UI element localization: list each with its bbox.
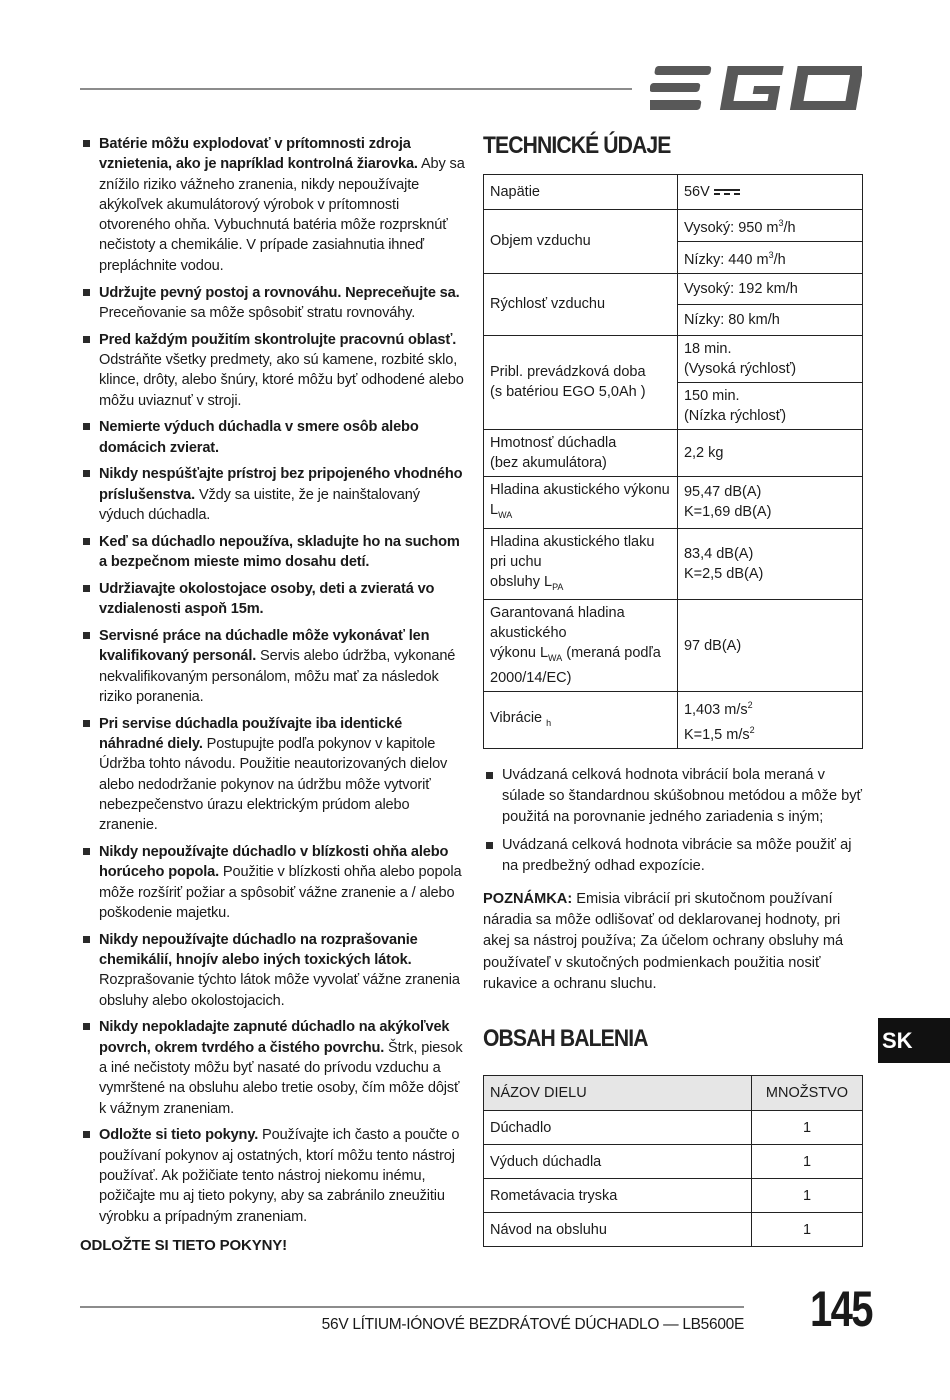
col-part-header: NÁZOV DIELU — [484, 1076, 752, 1111]
list-item — [80, 1125, 465, 1226]
glwa-label: Garantovaná hladina akustického výkonu $L_{WA}$ (meraná podľa 2000/14/EC) — [484, 600, 678, 692]
bullet-square-icon — [486, 772, 493, 779]
note-paragraph — [483, 889, 863, 995]
row-lwa — [484, 476, 863, 528]
bullet-bold-text: Nemierte výduch dúchadla v smere osôb alebo domácich zvierat. — [99, 419, 419, 456]
note-text: Emisia vibrácií pri skutočnom používaní náradia sa môže odlišovať od deklarovanej hodnoty, pri akej sa nástroj používa; Za účelom ochrany obsluhy má používateľ v skutočných podmienkach použitia nosiť rukavice a ochranu sluchu. — [483, 890, 844, 992]
page-number: 145 — [810, 1281, 872, 1337]
bullet-text: Servis alebo údržba, vykonané nekvalifikovaným personálom, môžu mať za následok riziko poranenia. — [99, 648, 456, 705]
row-lpa — [484, 528, 863, 600]
table-row — [484, 1179, 863, 1213]
list-item — [80, 134, 465, 276]
bullet-bold-text: Nikdy nepoužívajte dúchadlo v blízkosti ohňa alebo horúceho popola. — [99, 844, 449, 881]
list-item — [80, 330, 465, 411]
list-item — [80, 417, 465, 458]
list-item — [80, 283, 465, 324]
bullet-text: Štrk, piesok a iné nečistoty môžu byť nasaté do prívodu vzduchu a vymrštené na obsluhu alebo tretie osoby, čím môže dôjsť k vážnym zraneniam. — [99, 1039, 463, 1117]
bullet-square-icon — [83, 1131, 90, 1138]
row-air-speed — [484, 273, 863, 304]
list-item — [80, 532, 465, 573]
list-item — [80, 930, 465, 1011]
air-volume-label: Objem vzduchu — [484, 210, 678, 274]
ego-logo — [650, 64, 862, 112]
bullet-square-icon — [83, 936, 90, 943]
bullet-square-icon — [486, 842, 493, 849]
table-row — [484, 1111, 863, 1145]
air-speed-label: Rýchlosť vzduchu — [484, 273, 678, 335]
header-rule — [80, 88, 632, 90]
runtime-label: Pribl. prevádzková doba (s batériou EGO 5,0Ah ) — [484, 335, 678, 429]
part-qty: 1 — [752, 1179, 863, 1213]
bullet-bold-text: Nikdy nespúšťajte prístroj bez pripojeného vhodného príslušenstva. — [99, 466, 463, 503]
bullet-text: Postupujte podľa pokynov v kapitole Údržba tohto návodu. Použitie neautorizovaných dielov alebo nedodržanie pokynov na údržbu môže vytvoriť nebezpečenstvo úrazu elektrickým prúdom alebo zranenie. — [99, 736, 448, 834]
vib-note-2: Uvádzaná celková hodnota vibrácie sa môže použiť aj na predbežný odhad expozície. — [483, 835, 863, 877]
row-voltage — [484, 175, 863, 210]
weight-label: Hmotnosť dúchadla (bez akumulátora) — [484, 429, 678, 476]
col-qty-header: MNOŽSTVO — [752, 1076, 863, 1111]
bullet-square-icon — [83, 289, 90, 296]
table-row — [484, 1213, 863, 1247]
bullet-bold-text: Udržiavajte okolostojace osoby, deti a zvieratá vo vzdialenosti aspoň 15m. — [99, 580, 435, 618]
runtime-low: 150 min. (Nízka rýchlosť) — [677, 382, 862, 429]
list-item — [80, 464, 465, 525]
bullet-square-icon — [83, 538, 90, 545]
vib-label: Vibrácie $_h$ — [484, 692, 678, 749]
bullet-bold-text: Odložte si tieto pokyny. — [99, 1127, 259, 1144]
lwa-value: 95,47 dB(A) K=1,69 dB(A) — [677, 476, 862, 528]
air-volume-high: Vysoký: 950 $m^3/h$ — [677, 210, 862, 242]
part-name: Dúchadlo — [484, 1111, 752, 1145]
bullet-square-icon — [83, 720, 90, 727]
row-runtime — [484, 335, 863, 382]
bullet-square-icon — [83, 1023, 90, 1030]
package-table — [483, 1075, 863, 1247]
bullet-square-icon — [83, 470, 90, 477]
bullet-text: Odstráňte všetky predmety, ako sú kamene, rozbité sklo, klince, drôty, alebo šnúry, ktoré môžu byť odhodené alebo môžu uviaznuť v stroji. — [99, 351, 464, 409]
bullet-square-icon — [83, 848, 90, 855]
footer-rule — [80, 1306, 744, 1308]
air-volume-low: Nízky: 440 $m^3/h$ — [677, 241, 862, 273]
row-vibration — [484, 692, 863, 749]
air-speed-high: Vysoký: 192 km/h — [677, 273, 862, 304]
list-item — [80, 714, 465, 836]
bullet-square-icon — [83, 140, 90, 147]
voltage-value: 56V — [677, 175, 862, 210]
row-air-volume — [484, 210, 863, 242]
bullet-bold-text: Nikdy nepoužívajte dúchadlo na rozprašovanie chemikálií, hnojív alebo iných toxických látok. — [99, 931, 418, 968]
bullet-bold-text: Servisné práce na dúchadle môže vykonávať len kvalifikovaný personál. — [99, 628, 430, 665]
right-column — [483, 132, 863, 1247]
voltage-label: Napätie — [484, 175, 678, 210]
tech-title: TECHNICKÉ ÚDAJE — [483, 132, 671, 159]
part-qty: 1 — [752, 1213, 863, 1247]
package-title: OBSAH BALENIA — [483, 1025, 648, 1052]
bullet-text: Použitie v blízkosti ohňa alebo popola môže rozšíriť požiar a spôsobiť vážne zranenie a / alebo poškodenie majetku. — [99, 864, 462, 921]
part-name: Výduch dúchadla — [484, 1145, 752, 1179]
part-qty: 1 — [752, 1145, 863, 1179]
bullet-bold-text: Keď sa dúchadlo nepoužíva, skladujte ho na suchom a bezpečnom mieste mimo dosahu detí. — [99, 533, 460, 571]
list-item — [80, 842, 465, 923]
bullet-bold-text: Udržujte pevný postoj a rovnováhu. Nepreceňujte sa. — [99, 284, 460, 301]
vib-value: 1,403 $m/s^2$ K=1,5 $m/s^2$ — [677, 692, 862, 749]
language-tab: SK — [878, 1018, 950, 1063]
weight-value: 2,2 kg — [677, 429, 862, 476]
bullet-bold-text: Nikdy nepokladajte zapnuté dúchadlo na akýkoľvek povrch, okrem tvrdého a čistého povrchu. — [99, 1019, 450, 1056]
part-name: Rometávacia tryska — [484, 1179, 752, 1213]
bullet-text: Používajte ich často a poučte o používaní pokynov aj ostatných, ktorí môžu tento nástroj používať. Ak požičiate tento nástroj niekomu inému, požičajte mu aj tieto pokyny, aby sa zabránilo zneužitiu výrobku a prípadným zraneniam. — [99, 1127, 460, 1225]
table-row — [484, 1145, 863, 1179]
bullet-square-icon — [83, 632, 90, 639]
safety-list — [80, 134, 465, 1256]
lwa-label: Hladina akustického výkonu $L_{WA}$ — [484, 476, 678, 528]
bullet-text: Preceňovanie sa môže spôsobiť stratu rovnováhy. — [99, 304, 416, 321]
package-header-row — [484, 1076, 863, 1111]
bullet-bold-text: Batérie môžu explodovať v prítomnosti zdroja vznietenia, ako je napríklad kontrolná žiarovka. — [99, 136, 418, 173]
row-weight — [484, 429, 863, 476]
part-qty: 1 — [752, 1111, 863, 1145]
tech-table — [483, 174, 863, 749]
part-name: Návod na obsluhu — [484, 1213, 752, 1247]
list-item — [80, 579, 465, 620]
note-label: POZNÁMKA: — [483, 890, 573, 907]
footer-title: 56V LÍTIUM-IÓNOVÉ BEZDRÁTOVÉ DÚCHADLO — LB5600E — [321, 1316, 744, 1333]
vib-note-1: Uvádzaná celková hodnota vibrácií bola meraná v súlade so štandardnou skúšobnou metódou a môže byť použitá na porovnanie jedného zariadenia s iným; — [483, 765, 863, 828]
ego-logo-text: EGO — [650, 64, 653, 65]
bullet-text: Vždy sa uistite, že je nainštalovaný výduch dúchadla. — [99, 486, 420, 524]
bullet-text: Rozprašovanie týchto látok môže vyvolať vážne zranenia obsluhy alebo okolostojacich. — [99, 972, 460, 1009]
bullet-square-icon — [83, 423, 90, 430]
bullet-bold-text: Pred každým použitím skontrolujte pracovnú oblasť. — [99, 331, 457, 348]
runtime-high: 18 min. (Vysoká rýchlosť) — [677, 335, 862, 382]
dc-symbol-icon — [714, 188, 740, 197]
lpa-label: Hladina akustického tlaku pri uchu obsluhy $L_{PA}$ — [484, 528, 678, 600]
air-speed-low: Nízky: 80 km/h — [677, 304, 862, 335]
bullet-square-icon — [83, 336, 90, 343]
lpa-value: 83,4 dB(A) K=2,5 dB(A) — [677, 528, 862, 600]
list-item — [80, 1017, 465, 1118]
vibration-notes — [483, 765, 863, 877]
row-guaranteed-lwa — [484, 600, 863, 692]
closing-statement: ODLOŽTE SI TIETO POKYNY! — [80, 1236, 287, 1254]
bullet-square-icon — [83, 585, 90, 592]
bullet-bold-text: Pri servise dúchadla používajte iba identické náhradné diely. — [99, 715, 403, 753]
list-item — [80, 626, 465, 707]
glwa-value: 97 dB(A) — [677, 600, 862, 692]
bullet-text: Aby sa znížilo riziko vážneho zranenia, nikdy nepoužívajte akýkoľvek akumulátorový výrobok v prítomnosti otvoreného ohňa. Vybuchnutá batéria môže rozprsknúť nečistoty a chemikálie. V prípade zasiahnutia ihneď prepláchnite vodou. — [99, 156, 465, 274]
